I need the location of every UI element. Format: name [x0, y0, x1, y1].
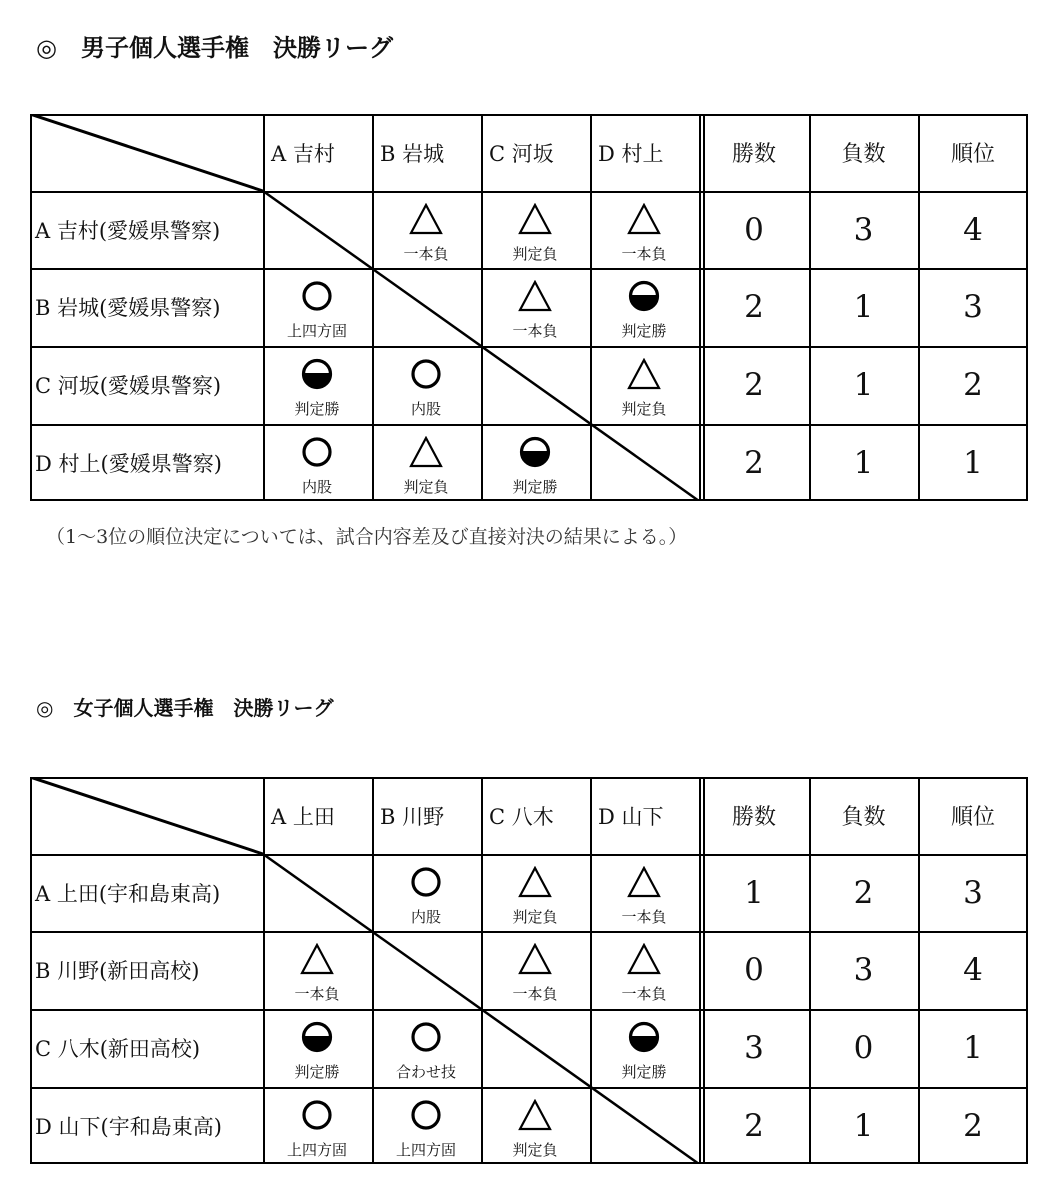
circle-win-icon: [300, 280, 334, 312]
triangle-loss-icon: [627, 866, 661, 898]
technique-label: 判定負: [403, 478, 449, 496]
player-label: A 吉村(愛媛県警察): [35, 218, 221, 243]
triangle-loss-icon: [627, 203, 661, 235]
match-result: [263, 931, 371, 1007]
corner-diagonal: [30, 114, 263, 191]
match-result: [263, 268, 371, 344]
circle-win-icon: [409, 1021, 443, 1053]
technique-label: 内股: [301, 478, 332, 496]
triangle-loss-icon: [409, 203, 443, 235]
triangle-loss-icon: [627, 358, 661, 390]
half-filled-circle-decision-win-icon: [300, 1021, 334, 1053]
technique-label: 上四方固: [286, 322, 347, 340]
match-result: [590, 1009, 698, 1085]
rank-value: 2: [963, 367, 983, 403]
technique-label: 上四方固: [286, 1141, 347, 1159]
match-result: [590, 191, 698, 267]
stat-header: 負数: [841, 805, 886, 830]
match-result: [481, 424, 589, 500]
half-filled-circle-decision-win-icon: [518, 436, 552, 468]
technique-label: 一本負: [512, 985, 558, 1003]
rank-value: 4: [963, 952, 983, 988]
match-result: [590, 268, 698, 344]
circle-win-icon: [409, 866, 443, 898]
match-result: [372, 191, 480, 267]
player-label: B 川野(新田高校): [35, 959, 200, 983]
technique-label: 一本負: [294, 985, 340, 1003]
match-result: [372, 1087, 480, 1163]
technique-label: 判定負: [512, 1141, 558, 1159]
technique-label: 判定勝: [621, 1063, 667, 1081]
player-label: C 八木(新田高校): [35, 1037, 201, 1061]
match-result: [372, 854, 480, 930]
half-filled-circle-decision-win-icon: [627, 280, 661, 312]
losses-value: 1: [853, 367, 874, 403]
corner-diagonal: [30, 777, 263, 854]
technique-label: 一本負: [512, 322, 558, 340]
circle-win-icon: [300, 436, 334, 468]
losses-value: 3: [853, 211, 874, 248]
opponent-header: C 河坂: [489, 141, 554, 166]
triangle-loss-icon: [518, 943, 552, 975]
stat-header: 順位: [950, 805, 995, 830]
technique-label: 内股: [410, 400, 441, 418]
player-label: C 河坂(愛媛県警察): [35, 374, 222, 398]
half-filled-circle-decision-win-icon: [300, 358, 334, 390]
wins-value: 2: [744, 367, 764, 403]
opponent-header: A 吉村: [271, 141, 335, 166]
technique-label: 一本負: [403, 245, 449, 263]
technique-label: 一本負: [621, 245, 667, 263]
losses-value: 0: [853, 1030, 874, 1066]
losses-value: 3: [853, 952, 874, 988]
technique-label: 判定勝: [294, 400, 340, 418]
circle-win-icon: [300, 1099, 334, 1131]
opponent-header: B 岩城: [380, 141, 445, 166]
men-league-title: ◎ 男子個人選手権 決勝リーグ: [36, 34, 393, 62]
triangle-loss-icon: [300, 943, 334, 975]
match-result: [263, 1009, 371, 1085]
wins-value: 3: [744, 1030, 764, 1066]
triangle-loss-icon: [518, 203, 552, 235]
match-result: [590, 346, 698, 422]
wins-value: 2: [744, 1107, 764, 1144]
triangle-loss-icon: [518, 280, 552, 312]
player-label: A 上田(宇和島東高): [35, 881, 221, 906]
women-league-table: [30, 777, 1028, 1164]
match-result: [590, 931, 698, 1007]
half-filled-circle-decision-win-icon: [627, 1021, 661, 1053]
player-label: D 山下(宇和島東高): [35, 1114, 222, 1139]
opponent-header: A 上田: [271, 804, 335, 829]
technique-label: 内股: [410, 908, 441, 926]
match-result: [372, 424, 480, 500]
technique-label: 判定勝: [512, 478, 558, 496]
stat-header: 順位: [950, 142, 995, 167]
losses-value: 1: [853, 444, 874, 481]
men-league-table: [30, 114, 1028, 501]
wins-value: 0: [744, 211, 764, 248]
wins-value: 2: [744, 289, 764, 325]
circle-win-icon: [409, 358, 443, 390]
stat-header: 勝数: [731, 142, 776, 167]
match-result: [481, 854, 589, 930]
opponent-header: C 八木: [489, 804, 554, 829]
technique-label: 判定勝: [621, 322, 667, 340]
match-result: [590, 854, 698, 930]
triangle-loss-icon: [409, 436, 443, 468]
triangle-loss-icon: [518, 866, 552, 898]
match-result: [481, 931, 589, 1007]
match-result: [263, 1087, 371, 1163]
wins-value: 1: [744, 874, 764, 911]
rank-value: 3: [963, 289, 983, 325]
opponent-header: B 川野: [380, 804, 445, 829]
technique-label: 合わせ技: [395, 1063, 456, 1081]
losses-value: 1: [853, 289, 874, 325]
player-label: B 岩城(愛媛県警察): [35, 296, 221, 320]
rank-value: 1: [963, 1030, 983, 1066]
wins-value: 2: [744, 444, 764, 481]
wins-value: 0: [744, 952, 764, 988]
match-result: [372, 1009, 480, 1085]
technique-label: 判定勝: [294, 1063, 340, 1081]
rank-value: 2: [963, 1107, 983, 1144]
triangle-loss-icon: [518, 1099, 552, 1131]
losses-value: 2: [853, 874, 874, 911]
match-result: [481, 1087, 589, 1163]
player-label: D 村上(愛媛県警察): [35, 451, 222, 476]
match-result: [481, 268, 589, 344]
opponent-header: D 山下: [598, 804, 664, 829]
rank-value: 3: [963, 874, 983, 911]
technique-label: 判定負: [512, 245, 558, 263]
ranking-note: （1～3位の順位決定については、試合内容差及び直接対決の結果による。）: [46, 526, 688, 548]
women-league-title: ◎ 女子個人選手権 決勝リーグ: [36, 696, 334, 720]
losses-value: 1: [853, 1107, 874, 1144]
match-result: [372, 346, 480, 422]
rank-value: 4: [963, 211, 983, 248]
technique-label: 判定負: [621, 400, 667, 418]
technique-label: 一本負: [621, 908, 667, 926]
technique-label: 判定負: [512, 908, 558, 926]
opponent-header: D 村上: [598, 141, 664, 166]
stat-header: 勝数: [731, 805, 776, 830]
match-result: [263, 424, 371, 500]
technique-label: 一本負: [621, 985, 667, 1003]
match-result: [263, 346, 371, 422]
rank-value: 1: [963, 444, 983, 481]
match-result: [481, 191, 589, 267]
triangle-loss-icon: [627, 943, 661, 975]
technique-label: 上四方固: [395, 1141, 456, 1159]
stat-header: 負数: [841, 142, 886, 167]
circle-win-icon: [409, 1099, 443, 1131]
